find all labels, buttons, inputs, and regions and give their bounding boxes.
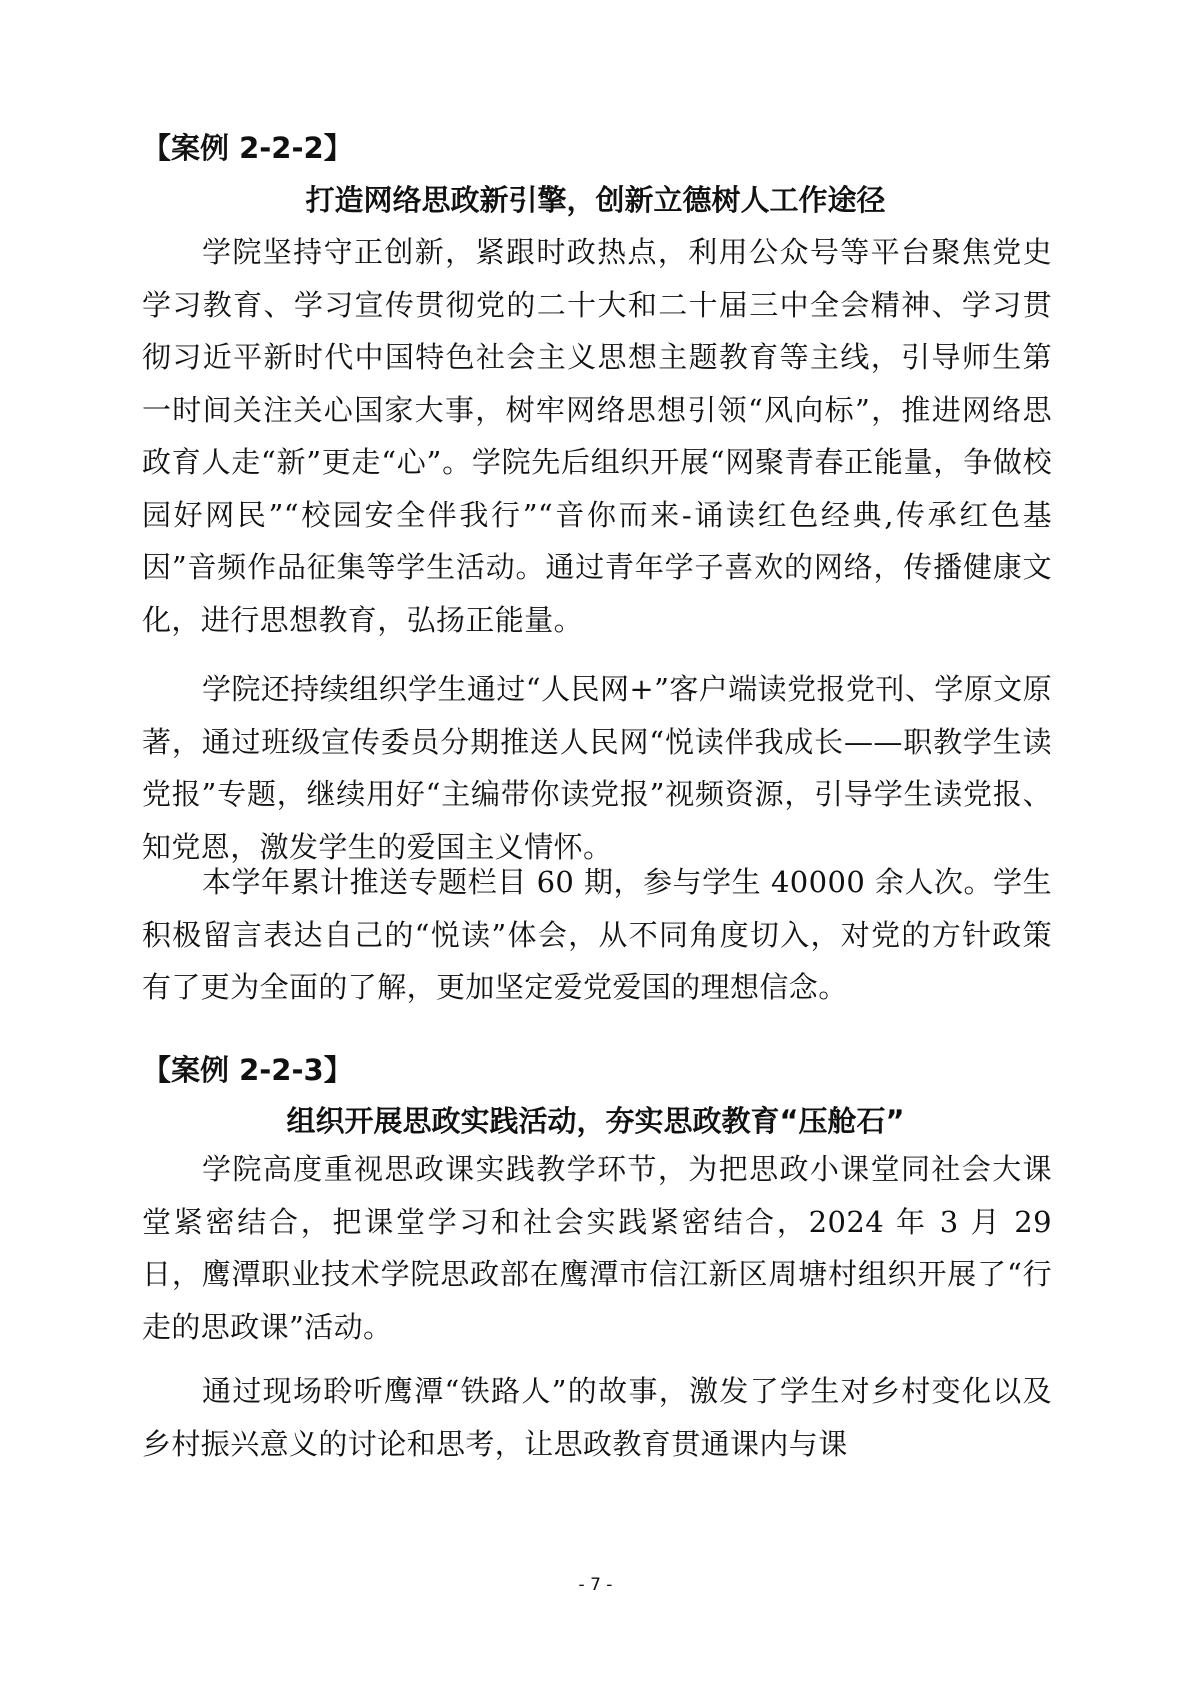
case-2-2-2-paragraph-3: 本学年累计推送专题栏目 60 期，参与学生 40000 余人次。学生积极留言表达自己的“悦读”体会，从不同角度切入，对党的方针政策有了更为全面的了解，更加坚定爱党爱国的理想信念。: [142, 865, 1052, 1004]
case-2-2-3-paragraph-2: 通过现场聆听鹰潭“铁路人”的故事，激发了学生对乡村变化以及乡村振兴意义的讨论和思考，让思政教育贯通课内与课: [142, 1374, 1052, 1461]
case-title-2-2-3: 组织开展思政实践活动，夯实思政教育“压舱石”: [286, 1104, 905, 1138]
case-label-2-2-2: 【案例 2-2-2】: [142, 131, 353, 165]
case-label-2-2-3: 【案例 2-2-3】: [142, 1053, 353, 1087]
case-2-2-3-paragraph-1: 学院高度重视思政课实践教学环节，为把思政小课堂同社会大课堂紧密结合，把课堂学习和社会实践紧密结合，2024 年 3 月 29 日，鹰潭职业技术学院思政部在鹰潭市信江新区周塘村组织开展了“行走的思政课”活动。: [142, 1152, 1052, 1344]
case-2-2-2-paragraph-1: 学院坚持守正创新，紧跟时政热点，利用公众号等平台聚焦党史学习教育、学习宣传贯彻党的二十大和二十届三中全会精神、学习贯彻习近平新时代中国特色社会主义思想主题教育等主线，引导师生第一时间关注关心国家大事，树牢网络思想引领“风向标”，推进网络思政育人走“新”更走“心”。学院先后组织开展“网聚青春正能量，争做校园好网民”“校园安全伴我行”“音你而来-诵读红色经典,传承红色基因”音频作品征集等学生活动。通过青年学子喜欢的网络，传播健康文化，进行思想教育，弘扬正能量。: [142, 235, 1052, 637]
case-2-2-2-paragraph-2: 学院还持续组织学生通过“人民网+”客户端读党报党刊、学原文原著，通过班级宣传委员分期推送人民网“悦读伴我成长——职教学生读党报”专题，继续用好“主编带你读党报”视频资源，引导学生读党报、知党恩，激发学生的爱国主义情怀。: [142, 672, 1052, 864]
page-number: - 7 -: [578, 1575, 613, 1595]
case-title-2-2-2: 打造网络思政新引擎，创新立德树人工作途径: [305, 183, 886, 217]
